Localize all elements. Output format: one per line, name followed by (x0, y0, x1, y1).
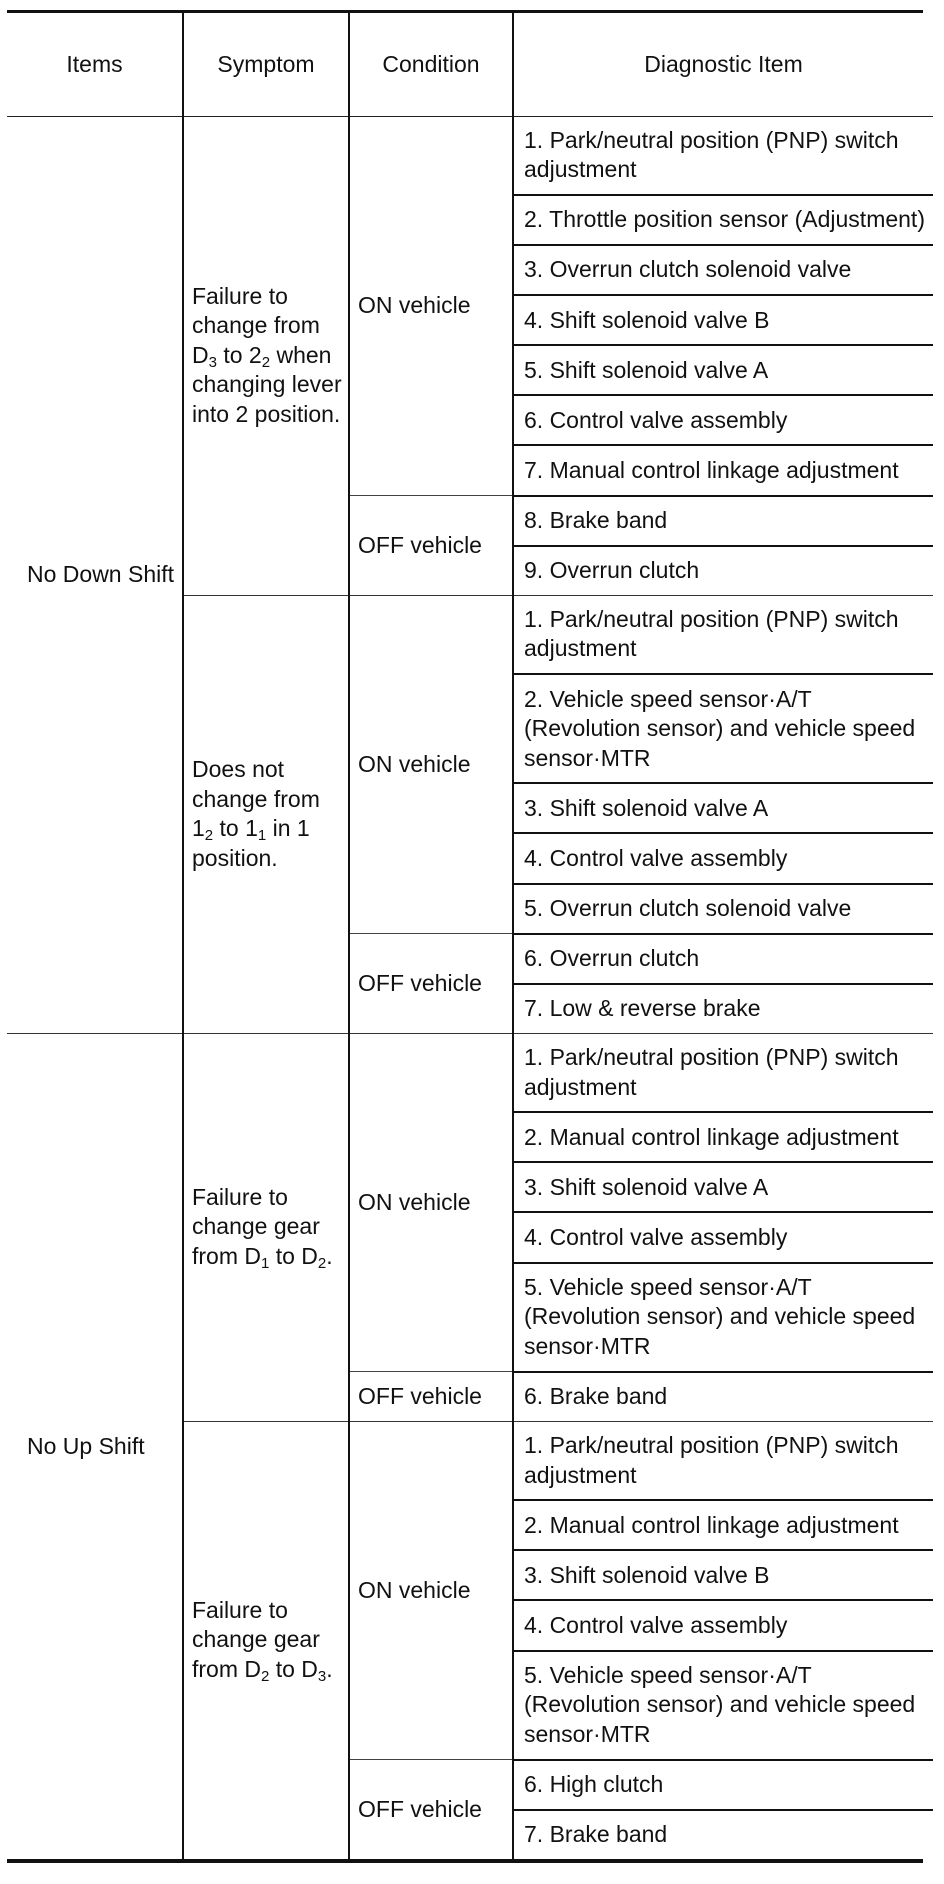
symptom-text: Failure to change gear from D (192, 1596, 320, 1682)
diagnostic-item: 5. Vehicle speed sensor·A/T (Revolution sensor) and vehicle speed sensor·MTR (513, 1651, 933, 1760)
header-items: Items (7, 13, 183, 116)
symptom-text: . (326, 1242, 333, 1269)
diagnostic-item: 7. Low & reverse brake (513, 984, 933, 1034)
table-body (7, 116, 933, 1859)
symptom-no-up-shift-a (183, 1033, 349, 1421)
diagnostic-item: 6. Brake band (513, 1372, 933, 1422)
condition-off-vehicle-no-down-shift-b: OFF vehicle (349, 934, 513, 1034)
symptom-text: to D (269, 1655, 318, 1682)
header-diagnostic-item: Diagnostic Item (513, 13, 933, 116)
table-bottom-rule (7, 1859, 923, 1863)
diagnostic-item: 1. Park/neutral position (PNP) switch adjustment (513, 1033, 933, 1112)
symptom-text: to 2 (216, 341, 262, 368)
condition-off-vehicle-no-up-shift-a: OFF vehicle (349, 1372, 513, 1422)
diagnostic-item: 3. Shift solenoid valve A (513, 1162, 933, 1212)
diagnostic-item: 7. Manual control linkage adjustment (513, 445, 933, 495)
item-label-no-up-shift: No Up Shift (7, 1033, 183, 1859)
diagnostic-item: 4. Control valve assembly (513, 833, 933, 883)
diagnostic-item: 7. Brake band (513, 1810, 933, 1859)
diagnostic-item: 5. Vehicle speed sensor·A/T (Revolution sensor) and vehicle speed sensor·MTR (513, 1263, 933, 1372)
diagnostic-item: 3. Overrun clutch solenoid valve (513, 245, 933, 295)
table-row (7, 1033, 933, 1112)
symptom-text: Failure to change from D (192, 282, 320, 368)
condition-off-vehicle-no-down-shift-a: OFF vehicle (349, 496, 513, 596)
header-condition: Condition (349, 13, 513, 116)
condition-on-vehicle-no-down-shift-b: ON vehicle (349, 595, 513, 933)
symptom-text: to 1 (213, 815, 258, 842)
diagnostic-item: 6. High clutch (513, 1760, 933, 1810)
diagnostic-item: 3. Shift solenoid valve A (513, 783, 933, 833)
condition-off-vehicle-no-up-shift-b: OFF vehicle (349, 1760, 513, 1859)
diagnostic-item: 1. Park/neutral position (PNP) switch adjustment (513, 1421, 933, 1500)
diagnostic-table (7, 13, 933, 1859)
symptom-subscript: 3 (208, 353, 217, 371)
table-row (7, 116, 933, 195)
symptom-no-down-shift-a (183, 116, 349, 595)
symptom-subscript: 2 (261, 1667, 270, 1685)
symptom-text: to D (269, 1242, 318, 1269)
symptom-subscript: 2 (204, 827, 214, 845)
diagnostic-item: 2. Throttle position sensor (Adjustment) (513, 195, 933, 245)
symptom-subscript: 2 (261, 353, 271, 371)
symptom-subscript: 1 (257, 827, 267, 845)
symptom-no-up-shift-b (183, 1421, 349, 1859)
diagnostic-item: 4. Control valve assembly (513, 1600, 933, 1650)
symptom-text: in 1 position. (192, 815, 310, 871)
condition-on-vehicle-no-up-shift-a: ON vehicle (349, 1033, 513, 1371)
symptom-text: when changing lever into 2 position. (192, 341, 342, 427)
header-symptom: Symptom (183, 13, 349, 116)
symptom-text: Failure to change gear from D (192, 1183, 320, 1269)
diagnostic-item: 5. Overrun clutch solenoid valve (513, 884, 933, 934)
diagnostic-item: 1. Park/neutral position (PNP) switch adjustment (513, 595, 933, 674)
symptom-subscript: 3 (317, 1667, 327, 1685)
condition-on-vehicle-no-down-shift-a: ON vehicle (349, 116, 513, 496)
header-row (7, 13, 933, 116)
diagnostic-item: 6. Overrun clutch (513, 934, 933, 984)
diagnostic-item: 2. Manual control linkage adjustment (513, 1500, 933, 1550)
diagnostic-item: 4. Control valve assembly (513, 1212, 933, 1262)
diagnostic-item: 6. Control valve assembly (513, 395, 933, 445)
diagnostic-item: 2. Manual control linkage adjustment (513, 1112, 933, 1162)
symptom-no-down-shift-b (183, 595, 349, 1033)
symptom-subscript: 2 (317, 1254, 327, 1272)
symptom-subscript: 1 (261, 1254, 270, 1272)
symptom-text: . (326, 1655, 333, 1682)
diagnostic-item: 8. Brake band (513, 496, 933, 546)
condition-on-vehicle-no-up-shift-b: ON vehicle (349, 1421, 513, 1759)
diagnostic-item: 1. Park/neutral position (PNP) switch adjustment (524, 126, 899, 183)
diagnostic-item: 9. Overrun clutch (513, 546, 933, 596)
diagnostic-item: 5. Shift solenoid valve A (513, 345, 933, 395)
diagnostic-item: 2. Vehicle speed sensor·A/T (Revolution sensor) and vehicle speed sensor·MTR (513, 674, 933, 783)
item-label-no-down-shift: No Down Shift (7, 116, 183, 1033)
symptom-text: Does not change from 1 (192, 756, 320, 842)
diagnostic-item: 3. Shift solenoid valve B (513, 1550, 933, 1600)
diagnostic-item: 4. Shift solenoid valve B (513, 295, 933, 345)
